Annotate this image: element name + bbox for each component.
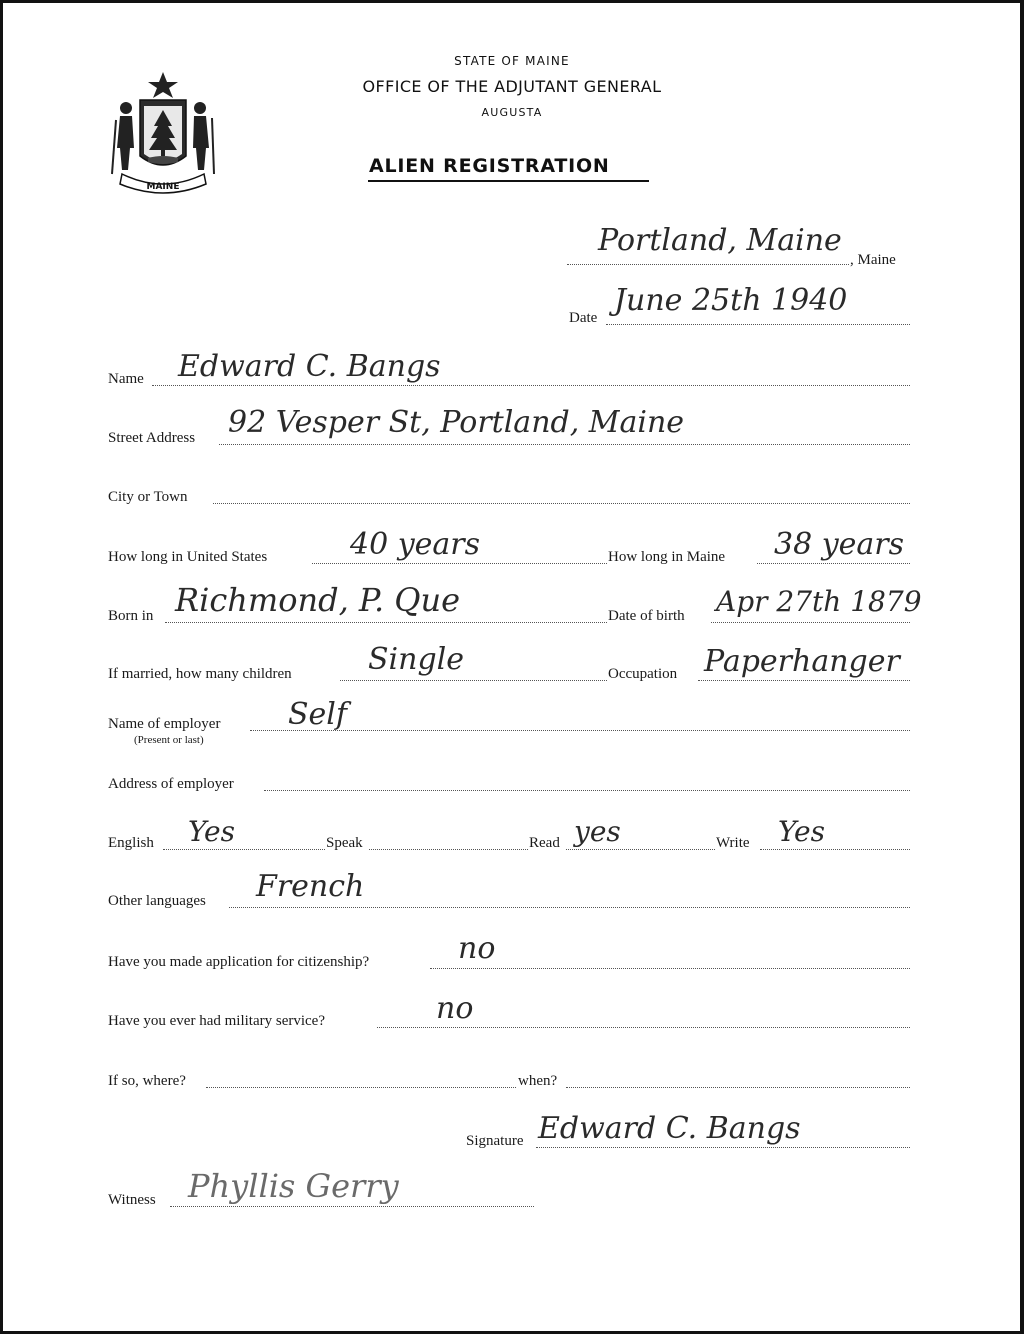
- citizenship-value[interactable]: no: [458, 931, 496, 966]
- children-label: If married, how many children: [108, 666, 292, 682]
- read-label: Read: [529, 835, 560, 851]
- write-label: Write: [716, 835, 750, 851]
- title-underline: [368, 180, 649, 182]
- witness-value[interactable]: Phyllis Gerry: [188, 1167, 399, 1205]
- employer-value[interactable]: Self: [288, 697, 348, 732]
- other-languages-label: Other languages: [108, 893, 206, 909]
- scan-border-left: [0, 0, 3, 1334]
- scan-border-right: [1020, 0, 1024, 1334]
- date-of-birth-line: [711, 622, 910, 623]
- born-in-value[interactable]: Richmond, P. Que: [175, 581, 461, 619]
- scan-border-top: [0, 0, 1024, 3]
- street-address-value[interactable]: 92 Vesper St, Portland, Maine: [228, 405, 685, 440]
- english-line: [163, 849, 325, 850]
- how-long-maine-label: How long in Maine: [608, 549, 726, 565]
- signature-line: [536, 1147, 910, 1148]
- city-or-town-line: [213, 503, 910, 504]
- military-value[interactable]: no: [436, 991, 474, 1026]
- svg-text:MAINE: MAINE: [146, 182, 180, 192]
- employer-sublabel: (Present or last): [134, 734, 204, 746]
- name-line: [152, 385, 910, 386]
- english-label: English: [108, 835, 154, 851]
- if-so-where-label: If so, where?: [108, 1073, 186, 1089]
- military-line: [377, 1027, 910, 1028]
- header-city: AUGUSTA: [481, 106, 543, 119]
- write-line: [760, 849, 910, 850]
- how-long-us-label: How long in United States: [108, 549, 268, 565]
- read-line: [566, 849, 715, 850]
- english-value[interactable]: Yes: [188, 815, 235, 848]
- born-in-label: Born in: [108, 608, 154, 624]
- read-value[interactable]: yes: [574, 815, 621, 848]
- citizenship-label: Have you made application for citizenship?: [108, 954, 370, 970]
- military-label: Have you ever had military service?: [108, 1013, 325, 1029]
- date-line: [606, 324, 910, 325]
- date-label: Date: [569, 310, 598, 326]
- write-value[interactable]: Yes: [778, 815, 825, 848]
- name-label: Name: [108, 371, 144, 387]
- when-label: when?: [518, 1073, 558, 1089]
- children-value[interactable]: Single: [368, 642, 465, 677]
- date-value[interactable]: June 25th 1940: [614, 283, 848, 318]
- place-line: [567, 264, 849, 265]
- speak-label: Speak: [326, 835, 363, 851]
- occupation-line: [698, 680, 910, 681]
- occupation-label: Occupation: [608, 666, 678, 682]
- witness-label: Witness: [108, 1192, 156, 1208]
- other-languages-value[interactable]: French: [256, 869, 365, 904]
- street-address-line: [219, 444, 910, 445]
- date-of-birth-value[interactable]: Apr 27th 1879: [716, 585, 922, 618]
- other-languages-line: [229, 907, 910, 908]
- employer-label: Name of employer: [108, 716, 221, 732]
- header-state: STATE OF MAINE: [454, 54, 570, 68]
- employer-address-line: [264, 790, 910, 791]
- how-long-us-value[interactable]: 40 years: [350, 527, 481, 562]
- place-value[interactable]: Portland, Maine: [598, 223, 842, 258]
- witness-line: [170, 1206, 534, 1207]
- speak-line: [369, 849, 528, 850]
- city-or-town-label: City or Town: [108, 489, 188, 505]
- street-address-label: Street Address: [108, 430, 196, 446]
- signature-value[interactable]: Edward C. Bangs: [538, 1111, 801, 1146]
- employer-line: [250, 730, 910, 731]
- form-title: ALIEN REGISTRATION: [369, 155, 610, 177]
- how-long-us-line: [312, 563, 607, 564]
- date-of-birth-label: Date of birth: [608, 608, 685, 624]
- when-line: [566, 1087, 910, 1088]
- children-line: [340, 680, 607, 681]
- name-value[interactable]: Edward C. Bangs: [178, 349, 441, 384]
- citizenship-line: [430, 968, 910, 969]
- occupation-value[interactable]: Paperhanger: [704, 644, 900, 679]
- born-in-line: [165, 622, 607, 623]
- employer-address-label: Address of employer: [108, 776, 234, 792]
- how-long-maine-line: [757, 563, 910, 564]
- if-so-where-line: [206, 1087, 516, 1088]
- how-long-maine-value[interactable]: 38 years: [774, 527, 905, 562]
- signature-label: Signature: [466, 1133, 524, 1149]
- header-office: OFFICE OF THE ADJUTANT GENERAL: [362, 77, 662, 96]
- maine-suffix-label: , Maine: [850, 252, 896, 268]
